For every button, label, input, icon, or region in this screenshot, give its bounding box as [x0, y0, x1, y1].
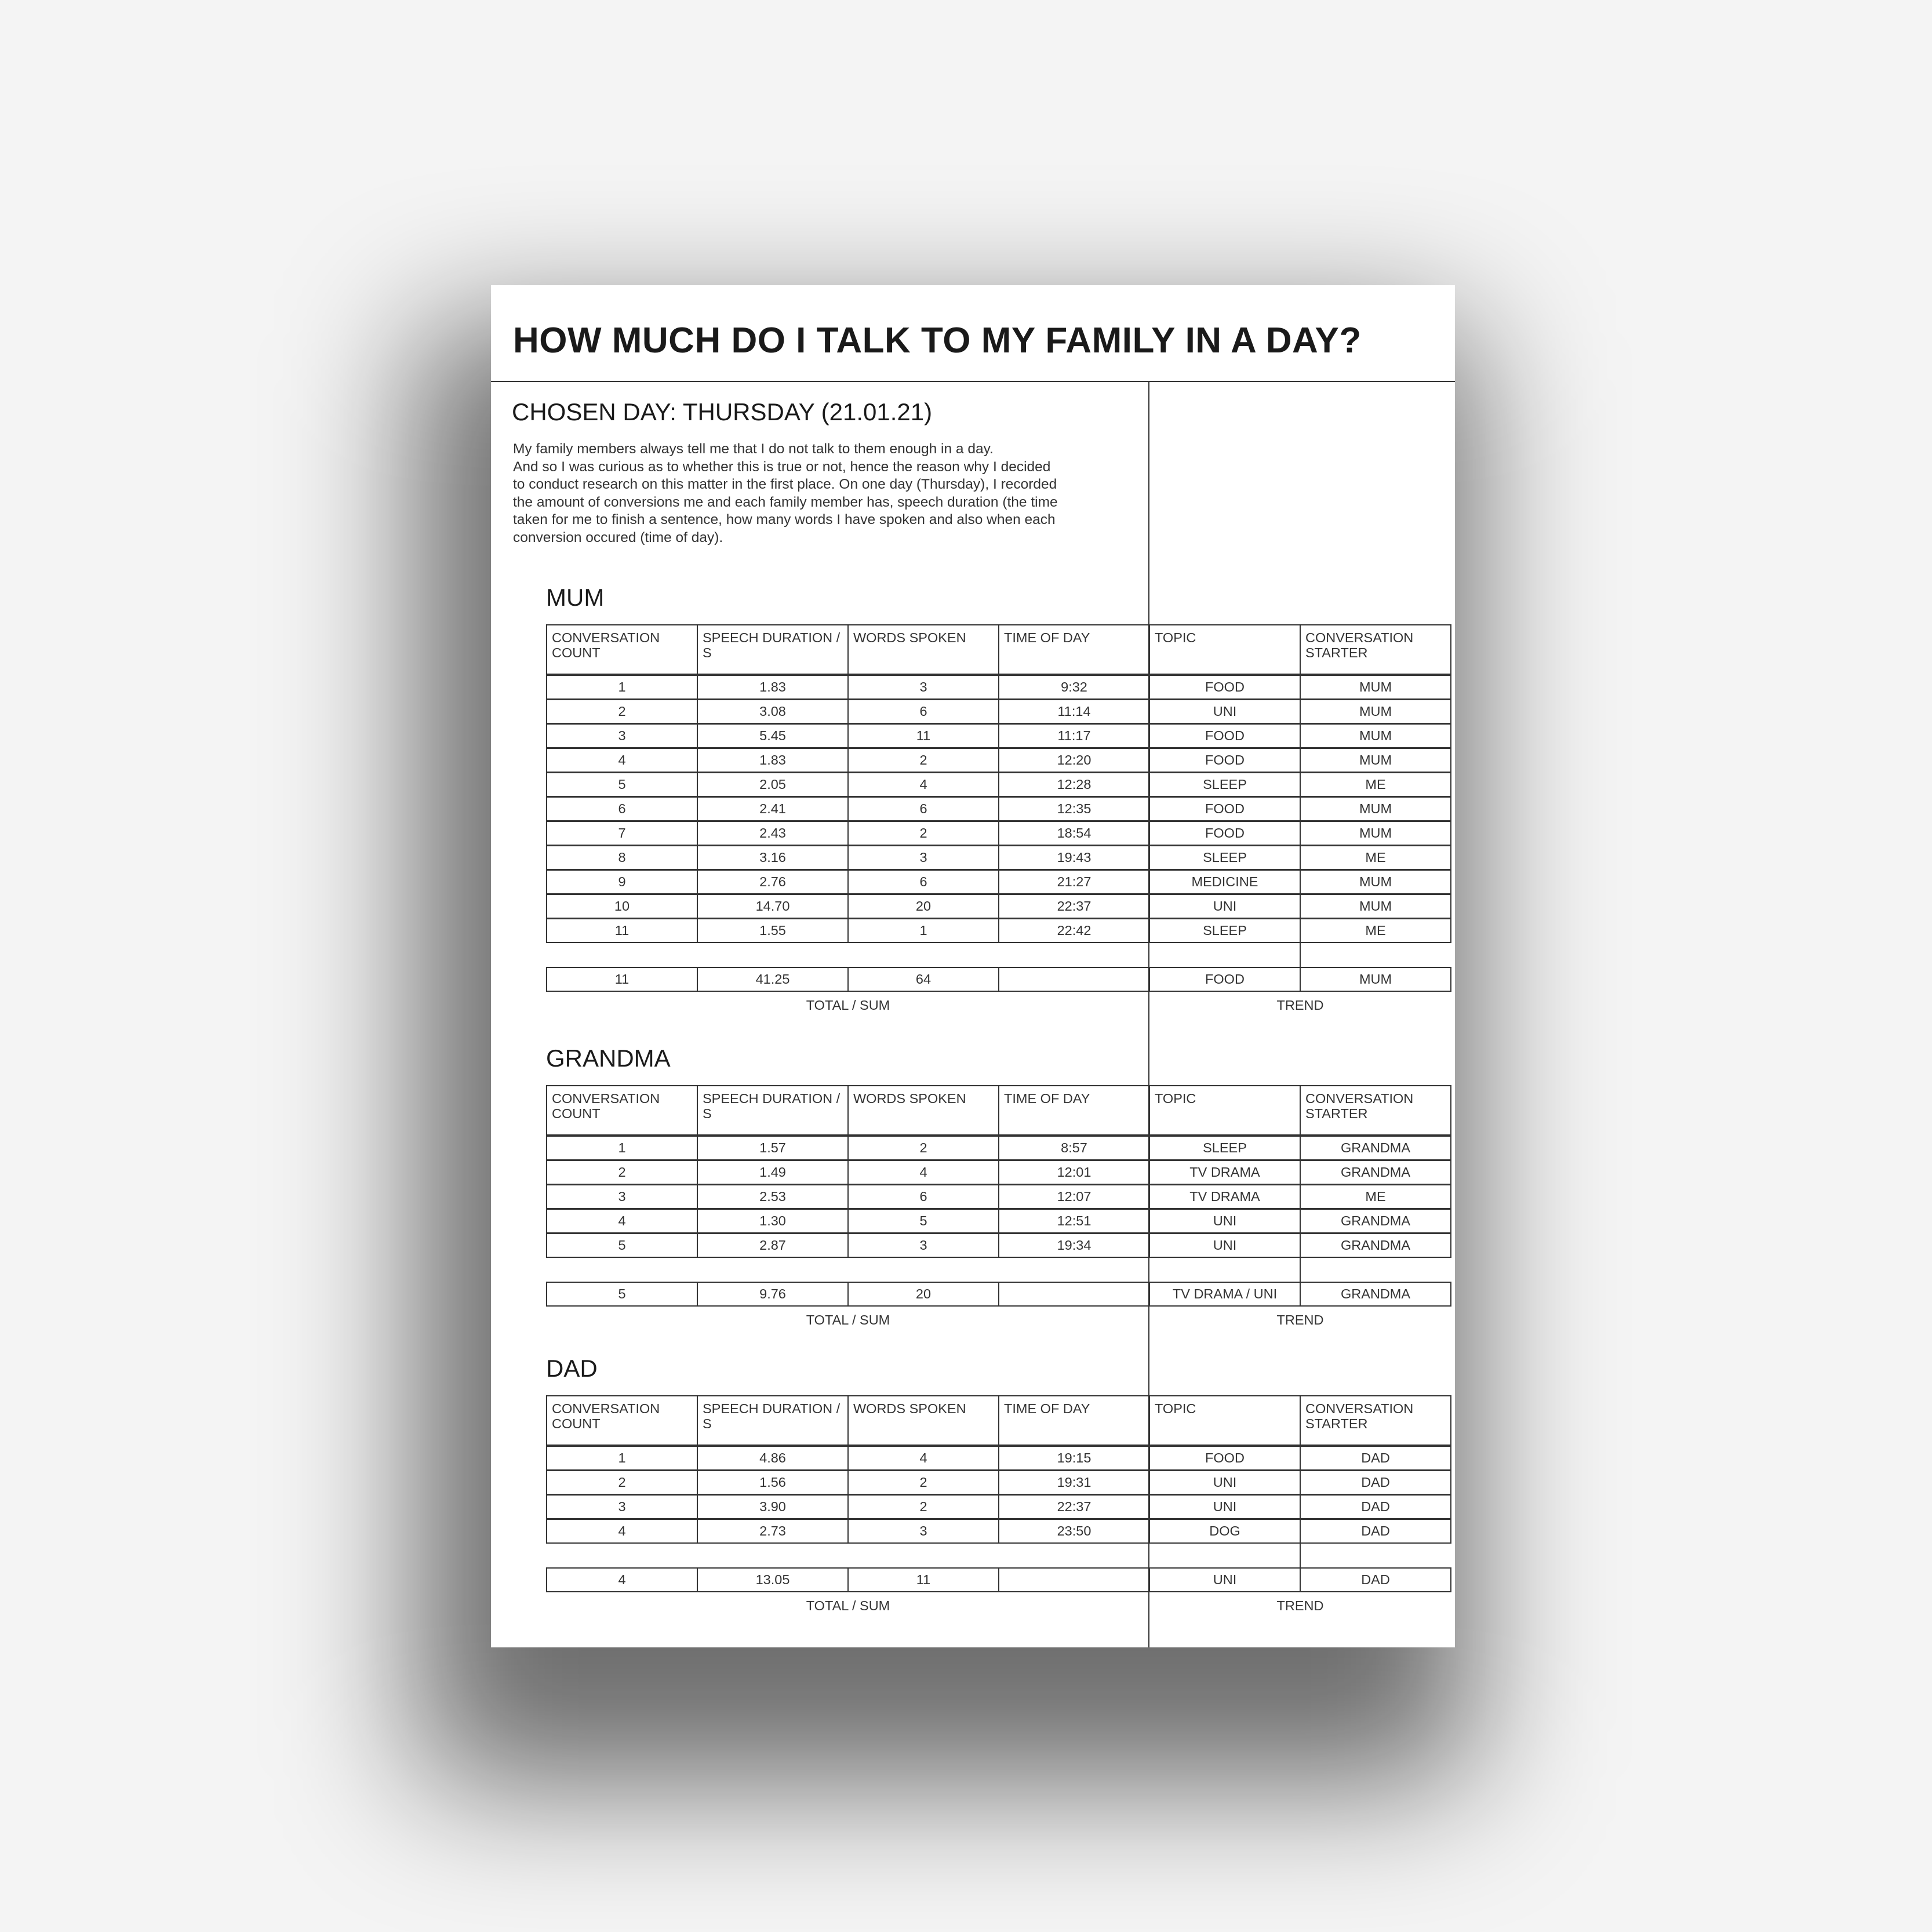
table-cell: 2: [847, 1470, 999, 1495]
intro-paragraph: [513, 441, 1139, 547]
table-cell: MUM: [1300, 821, 1451, 846]
table-cell: 21:27: [998, 869, 1150, 894]
table-cell: 2.05: [697, 772, 849, 797]
table-cell: UNI: [1149, 1470, 1301, 1495]
total-cell: UNI: [1149, 1567, 1301, 1592]
document-page: [491, 285, 1455, 1647]
table-cell: 6: [847, 869, 999, 894]
section-title: MUM: [546, 584, 605, 611]
table-cell: 11:17: [998, 723, 1150, 748]
table-cell: 6: [847, 796, 999, 821]
empty-spacer-cell: [697, 1257, 849, 1282]
title-divider: [491, 381, 1455, 382]
table-cell: 1: [546, 1446, 698, 1471]
table-cell: 12:01: [998, 1160, 1150, 1185]
table-cell: 20: [847, 894, 999, 919]
table-cell: 12:35: [998, 796, 1150, 821]
table-cell: 2.73: [697, 1519, 849, 1544]
empty-spacer-cell: [1300, 1543, 1451, 1568]
table-cell: GRANDMA: [1300, 1233, 1451, 1258]
table-cell: DAD: [1300, 1446, 1451, 1471]
total-cell: 20: [847, 1282, 999, 1307]
table-cell: 2: [546, 1160, 698, 1185]
chosen-day-heading: CHOSEN DAY: THURSDAY (21.01.21): [512, 398, 933, 425]
table-cell: GRANDMA: [1300, 1209, 1451, 1234]
empty-spacer-cell: [697, 943, 849, 967]
total-cell: 13.05: [697, 1567, 849, 1592]
empty-spacer-cell: [1149, 1257, 1301, 1282]
total-cell: 5: [546, 1282, 698, 1307]
total-cell: 41.25: [697, 967, 849, 992]
table-cell: 10: [546, 894, 698, 919]
column-header: WORDS SPOKEN: [847, 1395, 999, 1446]
column-header: WORDS SPOKEN: [847, 624, 999, 675]
total-sum-label: TOTAL / SUM: [806, 1598, 890, 1613]
intro-line: to conduct research on this matter in the first place. On one day (Thursday), I recorded: [513, 476, 1057, 492]
total-cell: 11: [847, 1567, 999, 1592]
table-cell: 3: [546, 1494, 698, 1519]
table-cell: 6: [546, 796, 698, 821]
empty-spacer-cell: [546, 1257, 698, 1282]
column-header: TIME OF DAY: [998, 624, 1150, 675]
section-title: DAD: [546, 1355, 598, 1382]
table-cell: 4: [546, 1209, 698, 1234]
table-cell: UNI: [1149, 1494, 1301, 1519]
table-cell: 8: [546, 845, 698, 870]
empty-spacer-cell: [697, 1543, 849, 1568]
table-cell: 19:15: [998, 1446, 1150, 1471]
table-cell: MUM: [1300, 796, 1451, 821]
table-cell: 1.83: [697, 675, 849, 700]
column-header: TIME OF DAY: [998, 1085, 1150, 1136]
table-cell: 22:42: [998, 918, 1150, 943]
total-cell: MUM: [1300, 967, 1451, 992]
column-header: SPEECH DURATION / S: [697, 1085, 849, 1136]
table-cell: SLEEP: [1149, 1136, 1301, 1160]
table-cell: MUM: [1300, 699, 1451, 724]
table-cell: 2: [847, 748, 999, 773]
table-cell: 2.87: [697, 1233, 849, 1258]
table-cell: 1.56: [697, 1470, 849, 1495]
empty-spacer-cell: [1300, 943, 1451, 967]
column-header: CONVERSATION STARTER: [1300, 1395, 1451, 1446]
table-cell: 6: [847, 1184, 999, 1209]
table-cell: SLEEP: [1149, 772, 1301, 797]
total-cell: GRANDMA: [1300, 1282, 1451, 1307]
table-cell: 9:32: [998, 675, 1150, 700]
table-cell: 1.83: [697, 748, 849, 773]
intro-line: My family members always tell me that I do not talk to them enough in a day.: [513, 441, 994, 457]
column-header: CONVERSATION COUNT: [546, 624, 698, 675]
table-cell: 12:20: [998, 748, 1150, 773]
table-cell: 18:54: [998, 821, 1150, 846]
column-header: SPEECH DURATION / S: [697, 1395, 849, 1446]
total-cell: DAD: [1300, 1567, 1451, 1592]
table-cell: 4.86: [697, 1446, 849, 1471]
table-cell: MUM: [1300, 894, 1451, 919]
page-title: HOW MUCH DO I TALK TO MY FAMILY IN A DAY?: [513, 321, 1362, 361]
table-cell: FOOD: [1149, 723, 1301, 748]
table-cell: 4: [847, 1160, 999, 1185]
table-cell: FOOD: [1149, 675, 1301, 700]
table-cell: MUM: [1300, 723, 1451, 748]
table-cell: 7: [546, 821, 698, 846]
table-cell: 2: [847, 821, 999, 846]
intro-line: conversion occured (time of day).: [513, 529, 723, 545]
table-cell: DAD: [1300, 1470, 1451, 1495]
table-cell: TV DRAMA: [1149, 1160, 1301, 1185]
column-header: SPEECH DURATION / S: [697, 624, 849, 675]
column-header: CONVERSATION COUNT: [546, 1085, 698, 1136]
table-cell: 3: [847, 675, 999, 700]
table-cell: 3: [546, 723, 698, 748]
total-cell: [998, 1567, 1150, 1592]
table-cell: 19:34: [998, 1233, 1150, 1258]
table-cell: 8:57: [998, 1136, 1150, 1160]
table-cell: 3.90: [697, 1494, 849, 1519]
table-cell: 3: [546, 1184, 698, 1209]
total-cell: 64: [847, 967, 999, 992]
intro-line: And so I was curious as to whether this is true or not, hence the reason why I decided: [513, 459, 1051, 475]
table-cell: 1.49: [697, 1160, 849, 1185]
total-sum-label: TOTAL / SUM: [806, 1312, 890, 1327]
table-cell: 3.08: [697, 699, 849, 724]
table-cell: ME: [1300, 918, 1451, 943]
empty-spacer-cell: [546, 943, 698, 967]
trend-label: TREND: [1276, 998, 1324, 1013]
empty-spacer-cell: [998, 1257, 1150, 1282]
table-cell: 11:14: [998, 699, 1150, 724]
section-title: GRANDMA: [546, 1045, 671, 1072]
table-cell: 3: [847, 1519, 999, 1544]
table-cell: TV DRAMA: [1149, 1184, 1301, 1209]
column-header: WORDS SPOKEN: [847, 1085, 999, 1136]
column-header: CONVERSATION STARTER: [1300, 1085, 1451, 1136]
column-header: TOPIC: [1149, 1395, 1301, 1446]
total-cell: FOOD: [1149, 967, 1301, 992]
table-cell: 22:37: [998, 1494, 1150, 1519]
intro-line: taken for me to finish a sentence, how many words I have spoken and also when each: [513, 512, 1056, 527]
column-header: TOPIC: [1149, 1085, 1301, 1136]
table-cell: 11: [546, 918, 698, 943]
table-cell: UNI: [1149, 1233, 1301, 1258]
table-cell: 2.43: [697, 821, 849, 846]
table-cell: ME: [1300, 772, 1451, 797]
empty-spacer-cell: [1149, 1543, 1301, 1568]
table-cell: MEDICINE: [1149, 869, 1301, 894]
table-cell: MUM: [1300, 675, 1451, 700]
table-cell: 6: [847, 699, 999, 724]
table-cell: 4: [847, 772, 999, 797]
total-cell: 11: [546, 967, 698, 992]
table-cell: 3: [847, 845, 999, 870]
table-cell: FOOD: [1149, 1446, 1301, 1471]
table-cell: FOOD: [1149, 796, 1301, 821]
column-header: TOPIC: [1149, 624, 1301, 675]
empty-spacer-cell: [847, 943, 999, 967]
column-header: CONVERSATION COUNT: [546, 1395, 698, 1446]
table-cell: 12:07: [998, 1184, 1150, 1209]
table-cell: 14.70: [697, 894, 849, 919]
table-cell: ME: [1300, 845, 1451, 870]
empty-spacer-cell: [998, 1543, 1150, 1568]
total-cell: 9.76: [697, 1282, 849, 1307]
table-cell: 3.16: [697, 845, 849, 870]
table-cell: 19:31: [998, 1470, 1150, 1495]
table-cell: 5.45: [697, 723, 849, 748]
table-cell: 1: [546, 675, 698, 700]
trend-label: TREND: [1276, 1312, 1324, 1327]
table-cell: 12:51: [998, 1209, 1150, 1234]
table-cell: 1.55: [697, 918, 849, 943]
table-cell: 5: [546, 1233, 698, 1258]
table-cell: MUM: [1300, 748, 1451, 773]
table-cell: ME: [1300, 1184, 1451, 1209]
table-cell: FOOD: [1149, 821, 1301, 846]
table-cell: 12:28: [998, 772, 1150, 797]
table-cell: 3: [847, 1233, 999, 1258]
empty-spacer-cell: [847, 1257, 999, 1282]
table-cell: DAD: [1300, 1494, 1451, 1519]
table-cell: 22:37: [998, 894, 1150, 919]
table-cell: 4: [546, 1519, 698, 1544]
empty-spacer-cell: [847, 1543, 999, 1568]
table-cell: 11: [847, 723, 999, 748]
table-cell: 2.76: [697, 869, 849, 894]
table-cell: 2: [546, 699, 698, 724]
table-cell: DAD: [1300, 1519, 1451, 1544]
total-cell: 4: [546, 1567, 698, 1592]
table-cell: UNI: [1149, 699, 1301, 724]
table-cell: 1: [847, 918, 999, 943]
table-cell: 4: [847, 1446, 999, 1471]
table-cell: 2: [546, 1470, 698, 1495]
table-cell: DOG: [1149, 1519, 1301, 1544]
table-cell: 9: [546, 869, 698, 894]
table-cell: 1.30: [697, 1209, 849, 1234]
table-cell: 19:43: [998, 845, 1150, 870]
total-cell: TV DRAMA / UNI: [1149, 1282, 1301, 1307]
total-sum-label: TOTAL / SUM: [806, 998, 890, 1013]
empty-spacer-cell: [1300, 1257, 1451, 1282]
column-header: CONVERSATION STARTER: [1300, 624, 1451, 675]
table-cell: 2.41: [697, 796, 849, 821]
table-cell: MUM: [1300, 869, 1451, 894]
table-cell: GRANDMA: [1300, 1136, 1451, 1160]
table-cell: 5: [546, 772, 698, 797]
table-cell: SLEEP: [1149, 845, 1301, 870]
empty-spacer-cell: [998, 943, 1150, 967]
table-cell: 2: [847, 1136, 999, 1160]
table-cell: UNI: [1149, 1209, 1301, 1234]
table-cell: 5: [847, 1209, 999, 1234]
table-cell: 2: [847, 1494, 999, 1519]
empty-spacer-cell: [1149, 943, 1301, 967]
table-cell: 4: [546, 748, 698, 773]
total-cell: [998, 1282, 1150, 1307]
table-cell: UNI: [1149, 894, 1301, 919]
trend-label: TREND: [1276, 1598, 1324, 1613]
table-cell: FOOD: [1149, 748, 1301, 773]
column-header: TIME OF DAY: [998, 1395, 1150, 1446]
total-cell: [998, 967, 1150, 992]
table-cell: 1.57: [697, 1136, 849, 1160]
table-cell: GRANDMA: [1300, 1160, 1451, 1185]
table-cell: SLEEP: [1149, 918, 1301, 943]
table-cell: 23:50: [998, 1519, 1150, 1544]
table-cell: 2.53: [697, 1184, 849, 1209]
intro-line: the amount of conversions me and each family member has, speech duration (the time: [513, 494, 1058, 510]
empty-spacer-cell: [546, 1543, 698, 1568]
table-cell: 1: [546, 1136, 698, 1160]
